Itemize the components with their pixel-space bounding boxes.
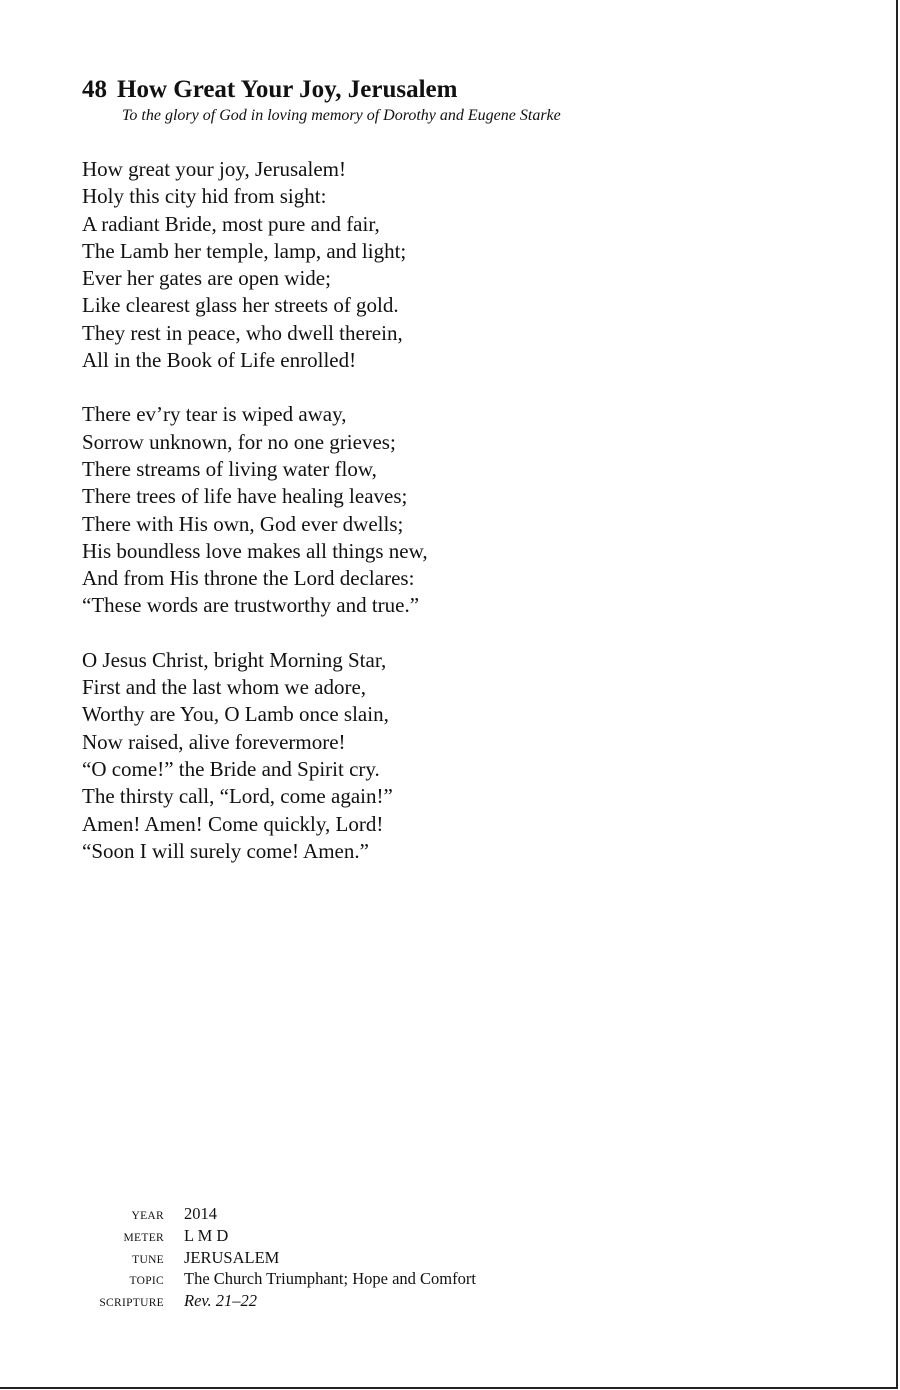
verse-line: “Soon I will surely come! Amen.”	[82, 838, 369, 863]
hymn-metadata	[82, 1204, 782, 1313]
verse-line: “O come!” the Bride and Spirit cry.	[82, 756, 380, 781]
year-value: 2014	[184, 1204, 217, 1223]
verse-line: His boundless love makes all things new,	[82, 538, 428, 563]
hymn-title-line	[82, 74, 862, 106]
verse-line: Amen! Amen! Come quickly, Lord!	[82, 811, 384, 836]
verse-line: There trees of life have healing leaves;	[82, 484, 408, 509]
scripture-value: Rev. 21–22	[184, 1291, 258, 1311]
verse-line: Like clearest glass her streets of gold.	[82, 293, 399, 318]
stanza-3	[82, 647, 782, 865]
year-label: YEAR	[131, 1210, 164, 1222]
verse-line: How great your joy, Jerusalem!	[82, 157, 346, 181]
hymn-title: How Great Your Joy, Jerusalem	[117, 76, 458, 103]
meta-row-scripture	[82, 1291, 782, 1313]
hymn-number: 48	[82, 76, 107, 103]
verse-line: The Lamb her temple, lamp, and light;	[82, 238, 407, 263]
verse-line: Holy this city hid from sight:	[82, 184, 327, 209]
meta-row-meter	[82, 1226, 782, 1248]
verse-line: O Jesus Christ, bright Morning Star,	[82, 647, 387, 672]
scripture-label: SCRIPTURE	[99, 1297, 164, 1310]
stanza-1	[82, 156, 782, 374]
hymn-text	[82, 156, 782, 892]
verse-line: There with His own, God ever dwells;	[82, 511, 404, 536]
verse-line: There ev’ry tear is wiped away,	[82, 402, 347, 427]
meta-row-topic	[82, 1269, 782, 1291]
tune-value: JERUSALEM	[184, 1247, 280, 1267]
meta-row-year	[82, 1204, 782, 1226]
verse-line: First and the last whom we adore,	[82, 675, 367, 700]
topic-value: The Church Triumphant; Hope and Comfort	[184, 1269, 476, 1289]
topic-label: TOPIC	[129, 1275, 164, 1288]
verse-line: All in the Book of Life enrolled!	[82, 348, 357, 373]
stanza-2	[82, 401, 782, 619]
verse-line: Now raised, alive forevermore!	[82, 729, 346, 754]
tune-label: TUNE	[132, 1253, 164, 1266]
verse-line: Sorrow unknown, for no one grieves;	[82, 429, 396, 454]
verse-line: They rest in peace, who dwell therein,	[82, 320, 403, 345]
verse-line: Worthy are You, O Lamb once slain,	[82, 702, 389, 727]
verse-line: The thirsty call, “Lord, come again!”	[82, 784, 393, 809]
verse-line: There streams of living water flow,	[82, 456, 377, 481]
verse-line: And from His throne the Lord declares:	[82, 566, 415, 591]
hymn-header	[82, 74, 862, 126]
meter-label: METER	[123, 1231, 164, 1244]
meter-value: L M D	[184, 1225, 229, 1245]
meta-row-tune	[82, 1248, 782, 1270]
verse-line: Ever her gates are open wide;	[82, 266, 331, 291]
verse-line: “These words are trustworthy and true.”	[82, 593, 420, 618]
verse-line: A radiant Bride, most pure and fair,	[82, 211, 380, 236]
hymn-dedication: To the glory of God in loving memory of Dorothy and Eugene Starke	[122, 107, 561, 124]
